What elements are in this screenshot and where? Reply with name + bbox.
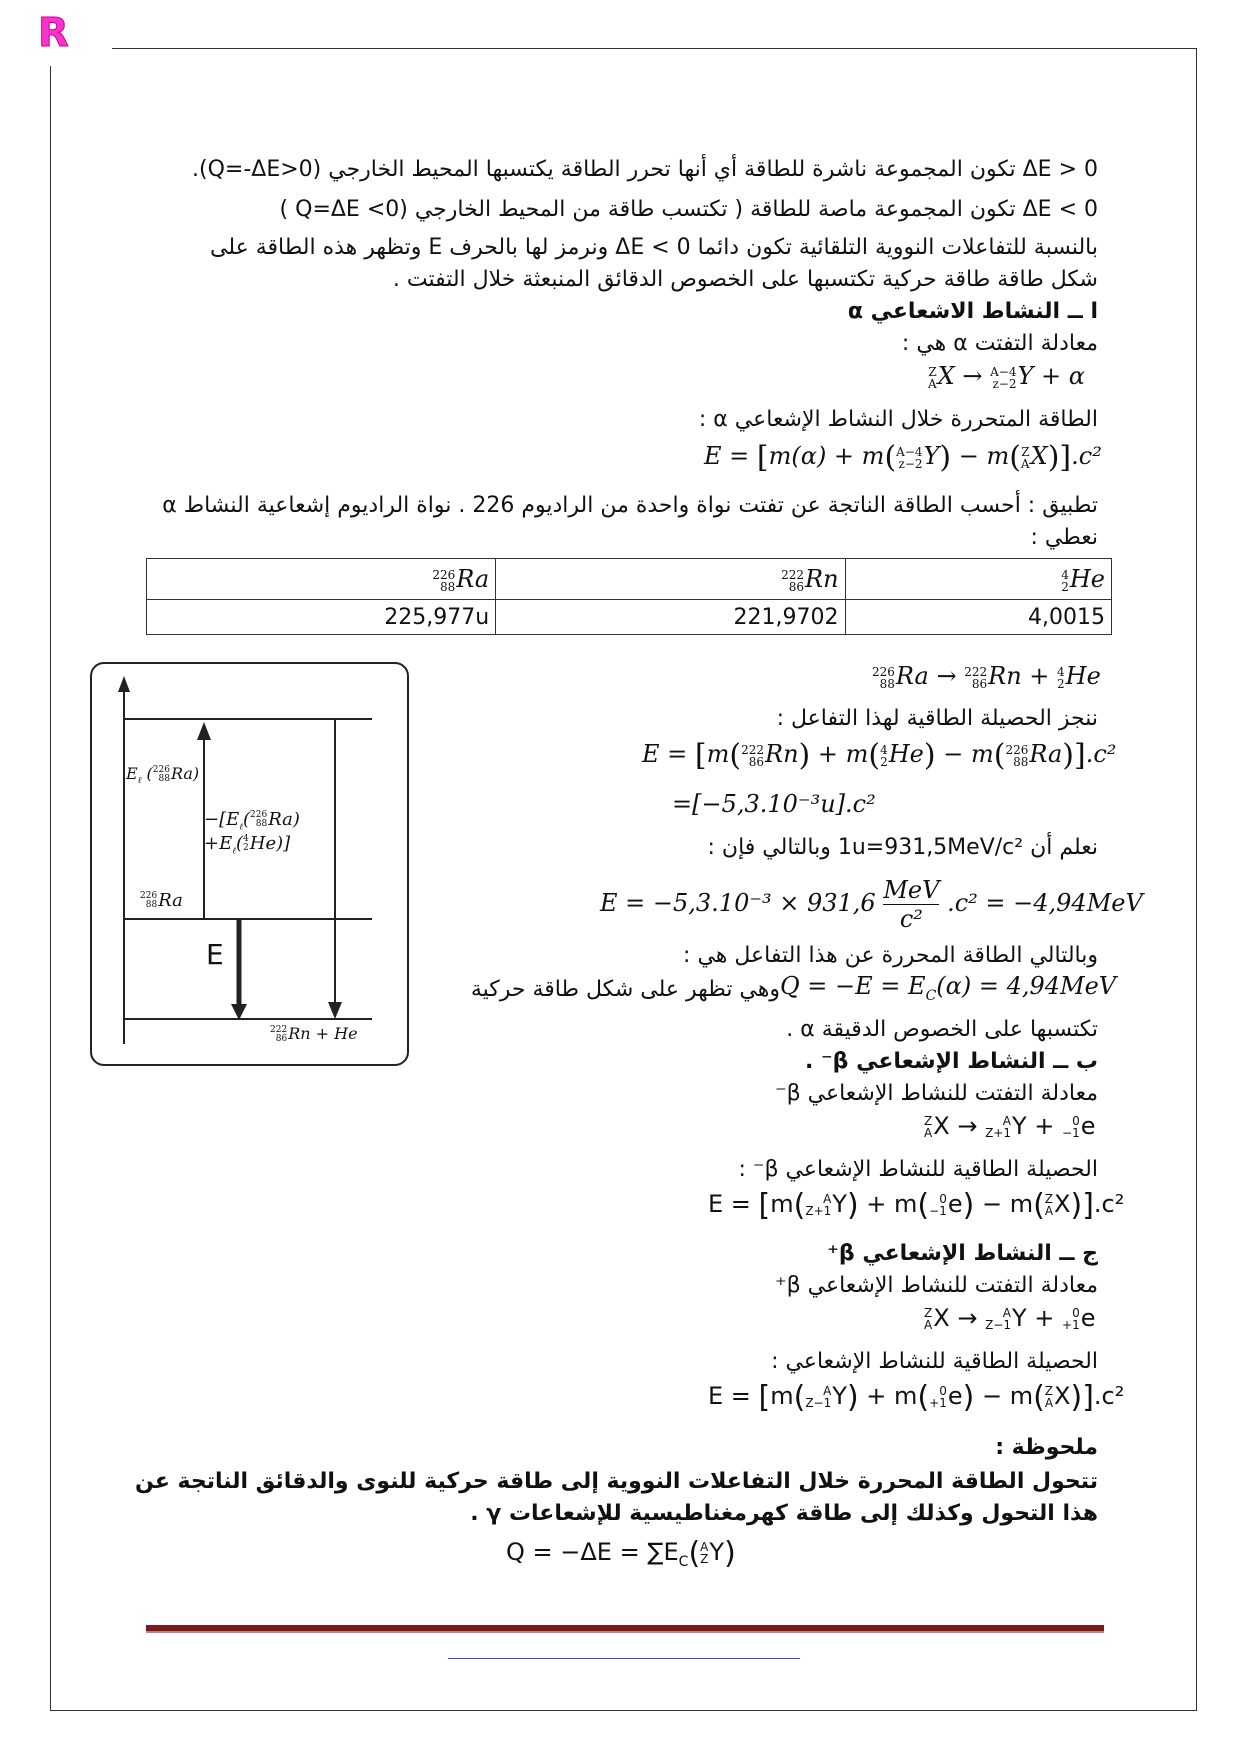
section-title-beta-minus: ب ــ النشاط الإشعاعي β⁻ . <box>805 1049 1098 1074</box>
beta-minus-energy-equation: E = [m( A Z+1 Y) + m( 0 −1 e) − m( Z A X)].c² <box>708 1188 1125 1223</box>
page-frame-top <box>112 48 1197 49</box>
note-line-2: هذا التحول وكذلك إلى طاقة كهرمغناطيسية للإشعاعات γ . <box>470 1501 1098 1526</box>
given-label: نعطي : <box>1030 525 1098 550</box>
diagram-label-bracket: $-[E_\ell$( 226 88 Ra) $+E_\ell$( 4 2 He)] <box>204 809 300 857</box>
beta-minus-equation-label: معادلة التفتت للنشاط الإشعاعي β⁻ <box>774 1081 1098 1106</box>
table-header-row <box>147 559 1112 600</box>
diagram-label-ra-energy: $E_\ell$ ( 226 88 Ra) <box>126 764 200 787</box>
text-line-kinetic: شكل طاقة طاقة حركية تكتسبها على الخصوص الدقائق المنبعثة خلال التفتت . <box>392 267 1098 292</box>
alpha-energy-equation: E = [m(α) + m( A−4 z−2 Y) − m( Z A X)].c² <box>704 440 1102 475</box>
diagram-label-products: 222 86 Rn + He <box>270 1024 358 1044</box>
application-text: تطبيق : أحسب الطاقة الناتجة عن تفتت نواة واحدة من الراديوم 226 . نواة الراديوم إشعاعية النشاط α <box>162 493 1098 518</box>
beta-plus-energy-equation: E = [m( A Z−1 Y) + m( 0 +1 e) − m( Z A X)].c² <box>708 1380 1125 1415</box>
page-frame-bottom <box>50 1710 1197 1711</box>
text-line-exothermic: 0 < ΔE تكون المجموعة ناشرة للطاقة أي أنها تحرر الطاقة يكتسبها المحيط الخارجي (Q=-ΔE>0). <box>192 157 1098 182</box>
text-line-endothermic: 0 > ΔE تكون المجموعة ماصة للطاقة ( تكتسب طاقة من المحيط الخارجي (Q=ΔE <0 ) <box>279 197 1098 222</box>
beta-plus-equation-label: معادلة التفتت للنشاط الإشعاعي β⁺ <box>774 1273 1098 1298</box>
mass-defect-value: =[−5,3.10⁻³u].c² <box>672 790 876 818</box>
footer-link-underline[interactable] <box>448 1658 800 1659</box>
text-line-spontaneous: بالنسبة للتفاعلات النووية التلقائية تكون دائما ΔE < 0 ونرمز لها بالحرف E وتظهر هذه الطاقة على <box>210 235 1098 260</box>
footer-divider <box>146 1625 1104 1633</box>
diagram-label-e: E <box>206 938 224 971</box>
section-title-beta-plus: ج ــ النشاط الإشعاعي β⁺ <box>827 1241 1098 1266</box>
energy-diagram-svg <box>92 664 407 1064</box>
final-energy-equation: $Q = -\Delta E = \sum E_C$( A Z Y) <box>506 1536 736 1571</box>
section-title-alpha: ا ــ النشاط الاشعاعي α <box>847 299 1098 324</box>
alpha-energy-label: الطاقة المتحررة خلال النشاط الإشعاعي α : <box>698 407 1098 432</box>
conversion-text: نعلم أن 1u=931,5MeV/c² وبالتالي فإن : <box>707 835 1098 860</box>
table-row <box>147 600 1112 635</box>
table-cell-he: 4,0015 <box>845 600 1111 635</box>
released-energy-label: وبالتالي الطاقة المحررة عن هذا التفاعل هي : <box>683 943 1098 968</box>
kinetic-form-text: وهي تظهر على شكل طاقة حركية <box>470 977 780 1002</box>
alpha-acquired-text: تكتسبها على الخصوص الدقيقة α . <box>786 1017 1098 1042</box>
energy-calculation: E = −5,3.10⁻³ × 931,6 MeV c² .c² = −4,94MeV <box>600 876 1143 933</box>
energy-diagram <box>90 662 409 1066</box>
page-frame-left <box>50 66 51 1710</box>
beta-plus-balance-label: الحصيلة الطاقية للنشاط الإشعاعي : <box>771 1349 1098 1374</box>
table-cell-rn: 221,9702 <box>496 600 845 635</box>
note-title: ملحوظة : <box>995 1435 1098 1460</box>
mass-table <box>146 558 1112 635</box>
page-frame-right <box>1196 48 1197 1710</box>
beta-minus-decay-equation: Z A X → A Z+1 Y + 0 −1 e <box>924 1112 1096 1140</box>
q-result-equation: $Q = -E = E_C(\alpha) = 4,94MeV$ <box>780 972 1117 1004</box>
alpha-equation-label: معادلة التفتت α هي : <box>901 331 1098 356</box>
note-line-1: تتحول الطاقة المحررة خلال التفاعلات النووية إلى طاقة حركية للنوى والدقائق الناتجة عن <box>135 1469 1098 1494</box>
diagram-label-ra-level: 226 88 Ra <box>140 890 183 911</box>
alpha-decay-equation: Z A X → A−4 z−2 Y + α <box>928 362 1085 391</box>
logo: R <box>38 10 69 56</box>
table-header-ra: 226 88 Ra <box>147 559 496 600</box>
table-cell-ra: 225,977u <box>147 600 496 635</box>
radium-energy-equation: E = [m( 222 86 Rn) + m( 4 2 He) − m( 226 88 Ra)].c² <box>642 738 1117 773</box>
radium-decay-equation: 226 88 Ra → 222 86 Rn + 4 2 He <box>872 662 1101 691</box>
table-header-he: 4 2 He <box>845 559 1111 600</box>
table-header-rn: 222 86 Rn <box>496 559 845 600</box>
beta-minus-balance-label: الحصيلة الطاقية للنشاط الإشعاعي β⁻ : <box>738 1157 1098 1182</box>
balance-label: ننجز الحصيلة الطاقية لهذا التفاعل : <box>776 706 1098 731</box>
beta-plus-decay-equation: Z A X → A Z−1 Y + 0 +1 e <box>924 1304 1096 1332</box>
